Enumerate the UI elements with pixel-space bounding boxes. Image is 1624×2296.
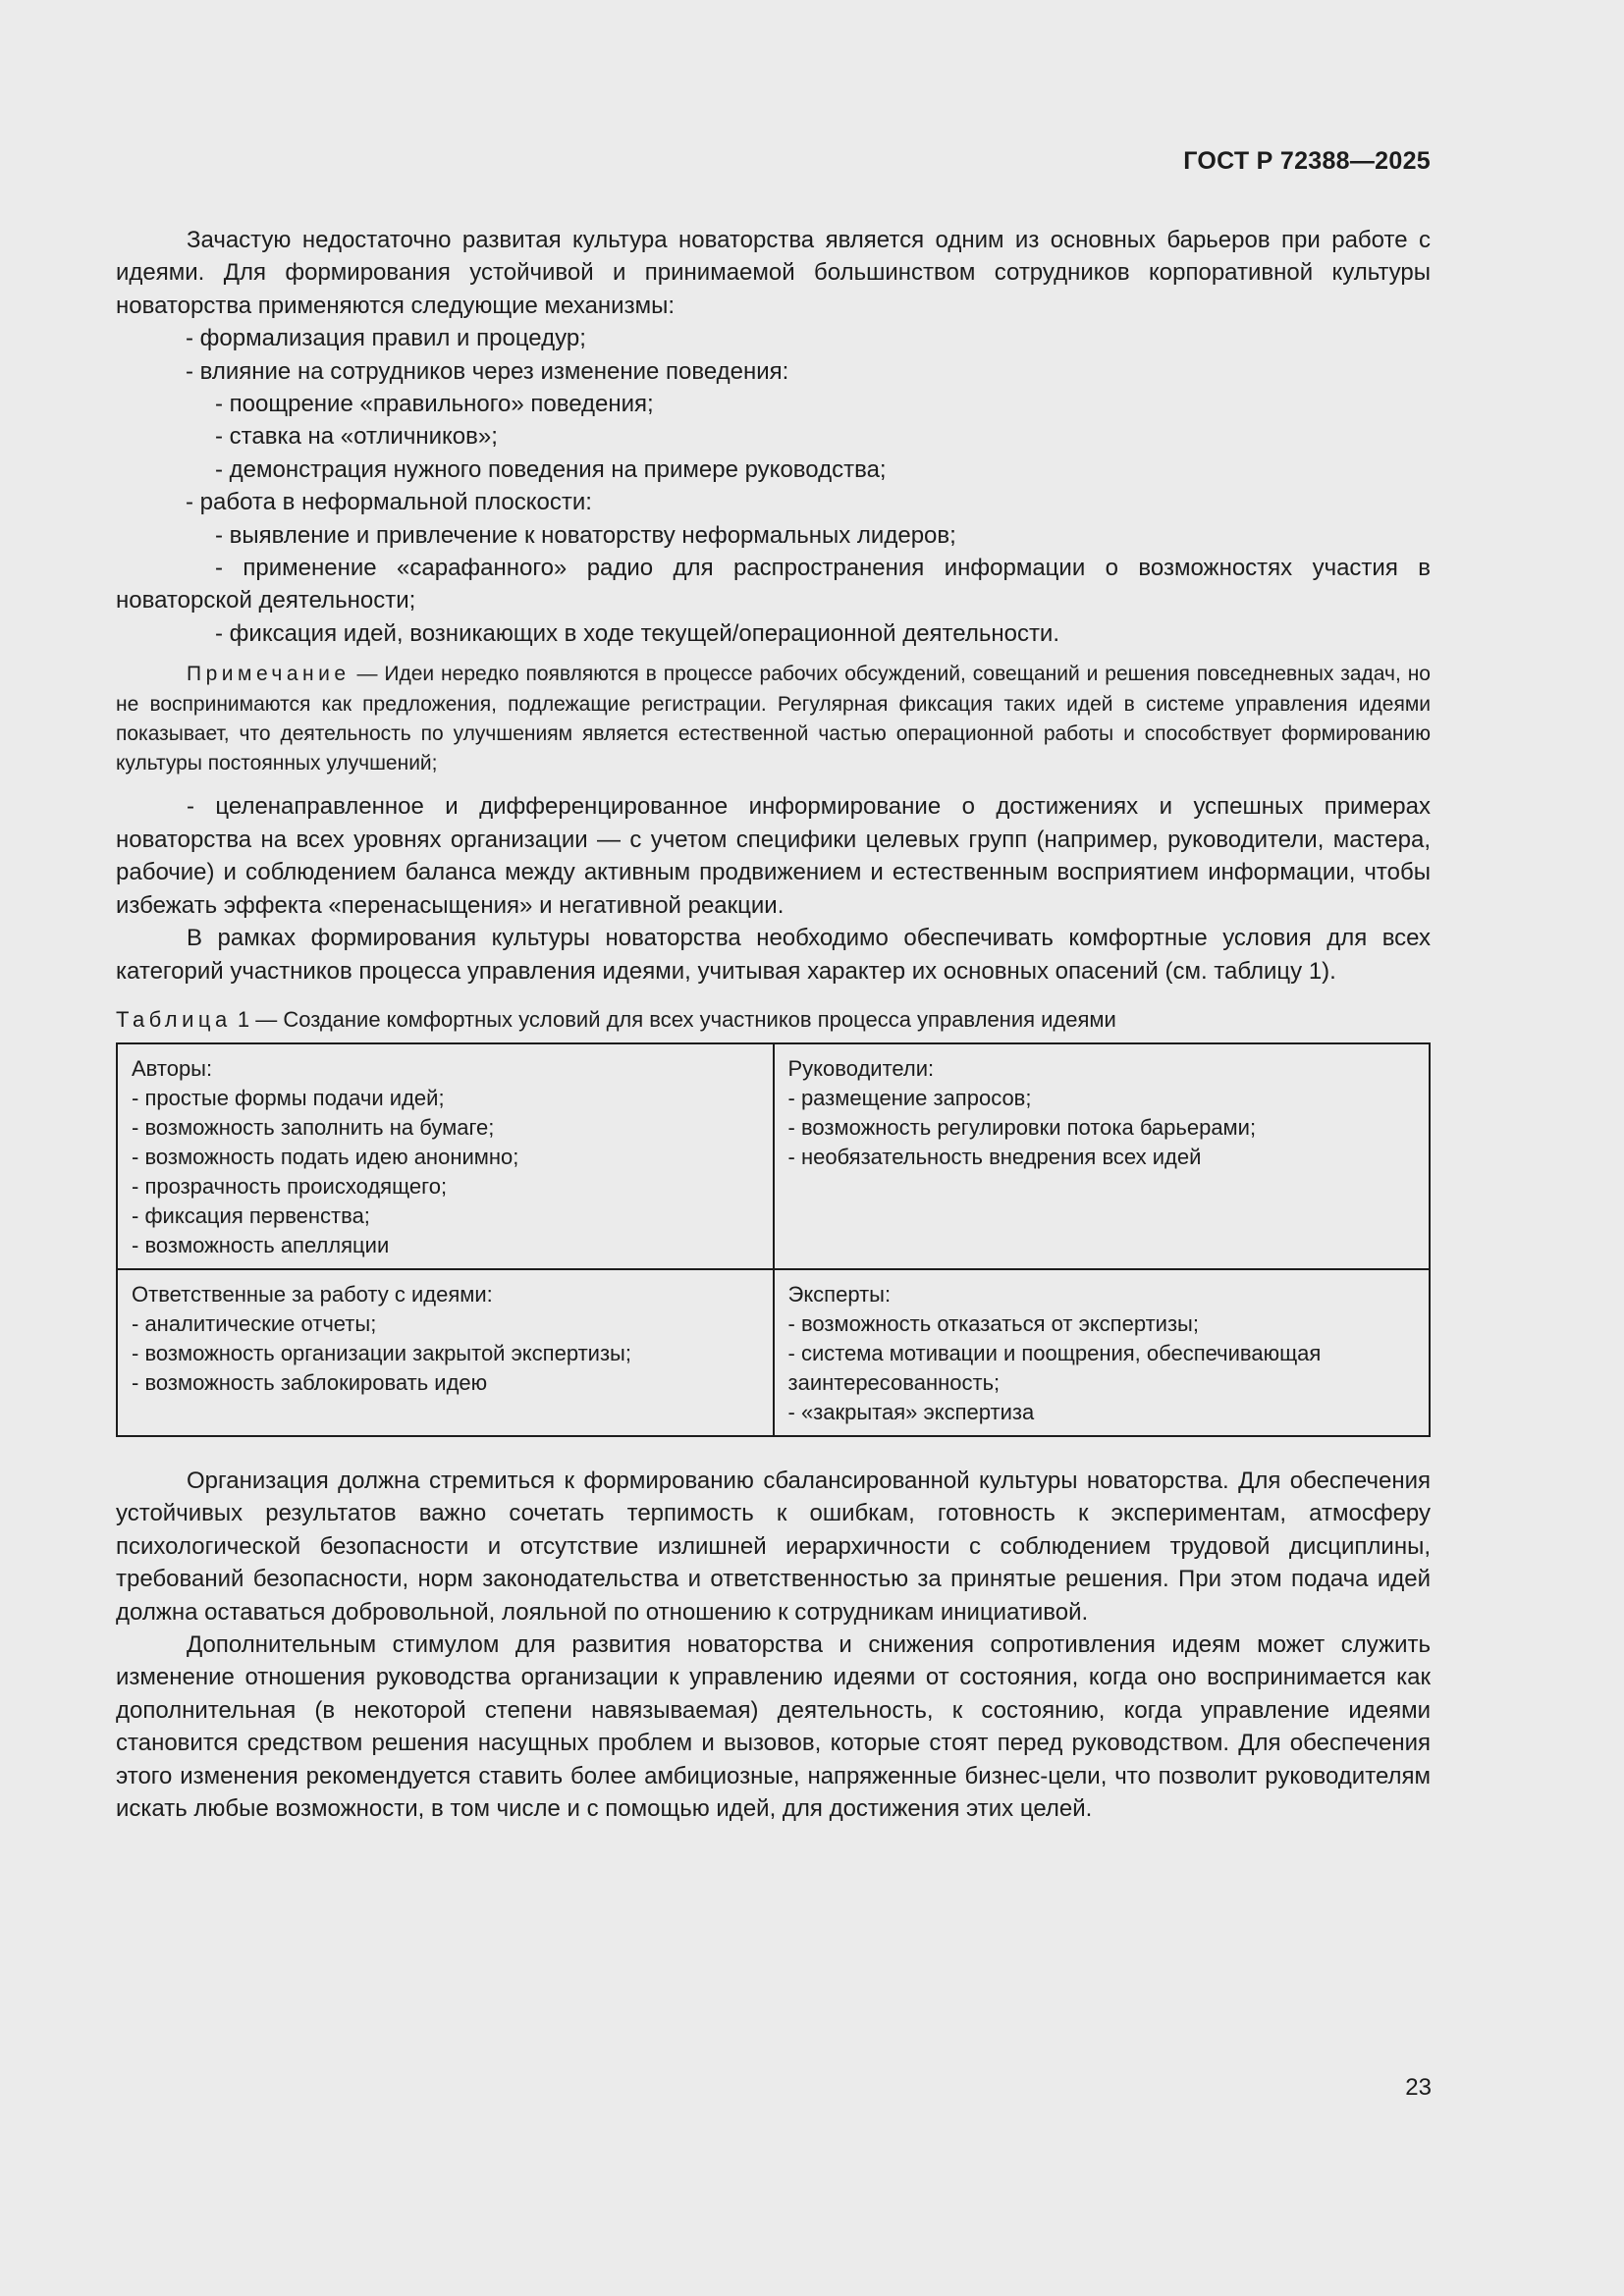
comfort-conditions-table (116, 1042, 1431, 1437)
note-label: Примечание (187, 663, 351, 686)
page-number: 23 (1405, 2074, 1432, 2101)
list-item: - влияние на сотрудников через изменение поведения: (186, 357, 789, 385)
cell-title: Авторы: (132, 1055, 213, 1081)
cell-item: - фиксация первенства; (132, 1202, 370, 1228)
cell-item: - возможность организации закрытой экспертизы; (132, 1340, 631, 1365)
table-row (117, 1043, 1430, 1269)
cell-item: - возможность отказаться от экспертизы; (787, 1310, 1199, 1336)
note-block (116, 660, 1431, 778)
table-cell-responsible (117, 1269, 774, 1436)
cell-item: - система мотивации и поощрения, обеспечивающая заинтересованность; (787, 1340, 1322, 1395)
cell-title: Ответственные за работу с идеями: (132, 1281, 493, 1307)
cell-item: - размещение запросов; (787, 1085, 1032, 1110)
sub-list-item: - выявление и привлечение к новаторству неформальных лидеров; (215, 521, 956, 549)
cell-item: - возможность подать идею анонимно; (132, 1144, 519, 1169)
body-paragraph: Дополнительным стимулом для развития новаторства и снижения сопротивления идеям может служить изменение отношения руководства организации к управлению идеями от состояния, когда оно воспринимается как дополнительная (в некоторой степени навязываемая) деятельность, к состоянию, когда управление идеями становится средством решения насущных проблем и вызовов, которые стоят перед руководством. Для обеспечения этого изменения рекомендуется ставить более амбициозные, напряженные бизнес-цели, что позволит руководителям искать любые возможности, в том числе и с помощью идей, для достижения этих целей. (116, 1630, 1431, 1822)
list-item: - работа в неформальной плоскости: (186, 489, 592, 516)
table-cell-managers (774, 1043, 1431, 1269)
table-row (117, 1269, 1430, 1436)
cell-title: Руководители: (787, 1055, 935, 1081)
cell-item: - «закрытая» экспертиза (787, 1399, 1035, 1424)
table-cell-authors (117, 1043, 774, 1269)
list-item: - целенаправленное и дифференцированное информирование о достижениях и успешных примерах новаторства на всех уровнях организации — с учетом специфики целевых групп (например, руководители, мастера, рабочие) и соблюдением баланса между активным продвижением и естественным восприятием информации, чтобы избежать эффекта «перенасыщения» и негативной реакции. (116, 793, 1431, 919)
cell-item: - возможность регулировки потока барьерами; (787, 1114, 1257, 1140)
sub-list-item: - демонстрация нужного поведения на примере руководства; (215, 455, 887, 483)
cell-item: - возможность апелляции (132, 1232, 390, 1257)
sub-list-item: - применение «сарафанного» радио для распространения информации о возможностях участия в новаторской деятельности; (116, 555, 1431, 614)
table-cell-experts (774, 1269, 1431, 1436)
sub-list-item: - поощрение «правильного» поведения; (215, 391, 654, 418)
cell-item: - необязательность внедрения всех идей (787, 1144, 1202, 1169)
document-id-header: ГОСТ Р 72388—2025 (1183, 147, 1431, 175)
page-content (116, 224, 1431, 1825)
list-item: - формализация правил и процедур; (186, 325, 586, 352)
body-paragraph: Организация должна стремиться к формированию сбалансированной культуры новаторства. Для обеспечения устойчивых результатов важно сочетать терпимость к ошибкам, готовность к экспериментам, атмосферу психологической безопасности и отсутствие излишней иерархичности с соблюдением трудовой дисциплины, требований безопасности, норм законодательства и ответственностью за принятые решения. При этом подача идей должна оставаться добровольной, лояльной по отношению к сотрудникам инициативой. (116, 1467, 1431, 1626)
cell-item: - возможность заполнить на бумаге; (132, 1114, 495, 1140)
intro-paragraph: Зачастую недостаточно развитая культура новаторства является одним из основных барьеров при работе с идеями. Для формирования устойчивой и принимаемой большинством сотрудников корпоративной культуры новаторства применяются следующие механизмы: (116, 227, 1431, 319)
cell-item: - возможность заблокировать идею (132, 1369, 488, 1395)
note-text: — Идеи нередко появляются в процессе рабочих обсуждений, совещаний и решения повседневных задач, но не воспринимаются как предложения, подлежащие регистрации. Регулярная фиксация таких идей в системе управления идеями показывает, что деятельность по улучшениям является естественной частью операционной работы и способствует формированию культуры постоянных улучшений; (116, 663, 1431, 775)
cell-title: Эксперты: (787, 1281, 892, 1307)
sub-list-item: - фиксация идей, возникающих в ходе текущей/операционной деятельности. (215, 619, 1060, 647)
table-caption-label: Таблица (116, 1006, 232, 1032)
cell-item: - аналитические отчеты; (132, 1310, 377, 1336)
cell-item: - прозрачность происходящего; (132, 1173, 448, 1199)
table-caption-text: 1 — Создание комфортных условий для всех участников процесса управления идеями (231, 1006, 1116, 1032)
body-paragraph: В рамках формирования культуры новаторства необходимо обеспечивать комфортные условия для всех категорий участников процесса управления идеями, учитывая характер их основных опасений (см. таблицу 1). (116, 925, 1431, 985)
sub-list-item: - ставка на «отличников»; (215, 423, 498, 451)
table-caption (116, 1005, 1431, 1035)
cell-item: - простые формы подачи идей; (132, 1085, 445, 1110)
